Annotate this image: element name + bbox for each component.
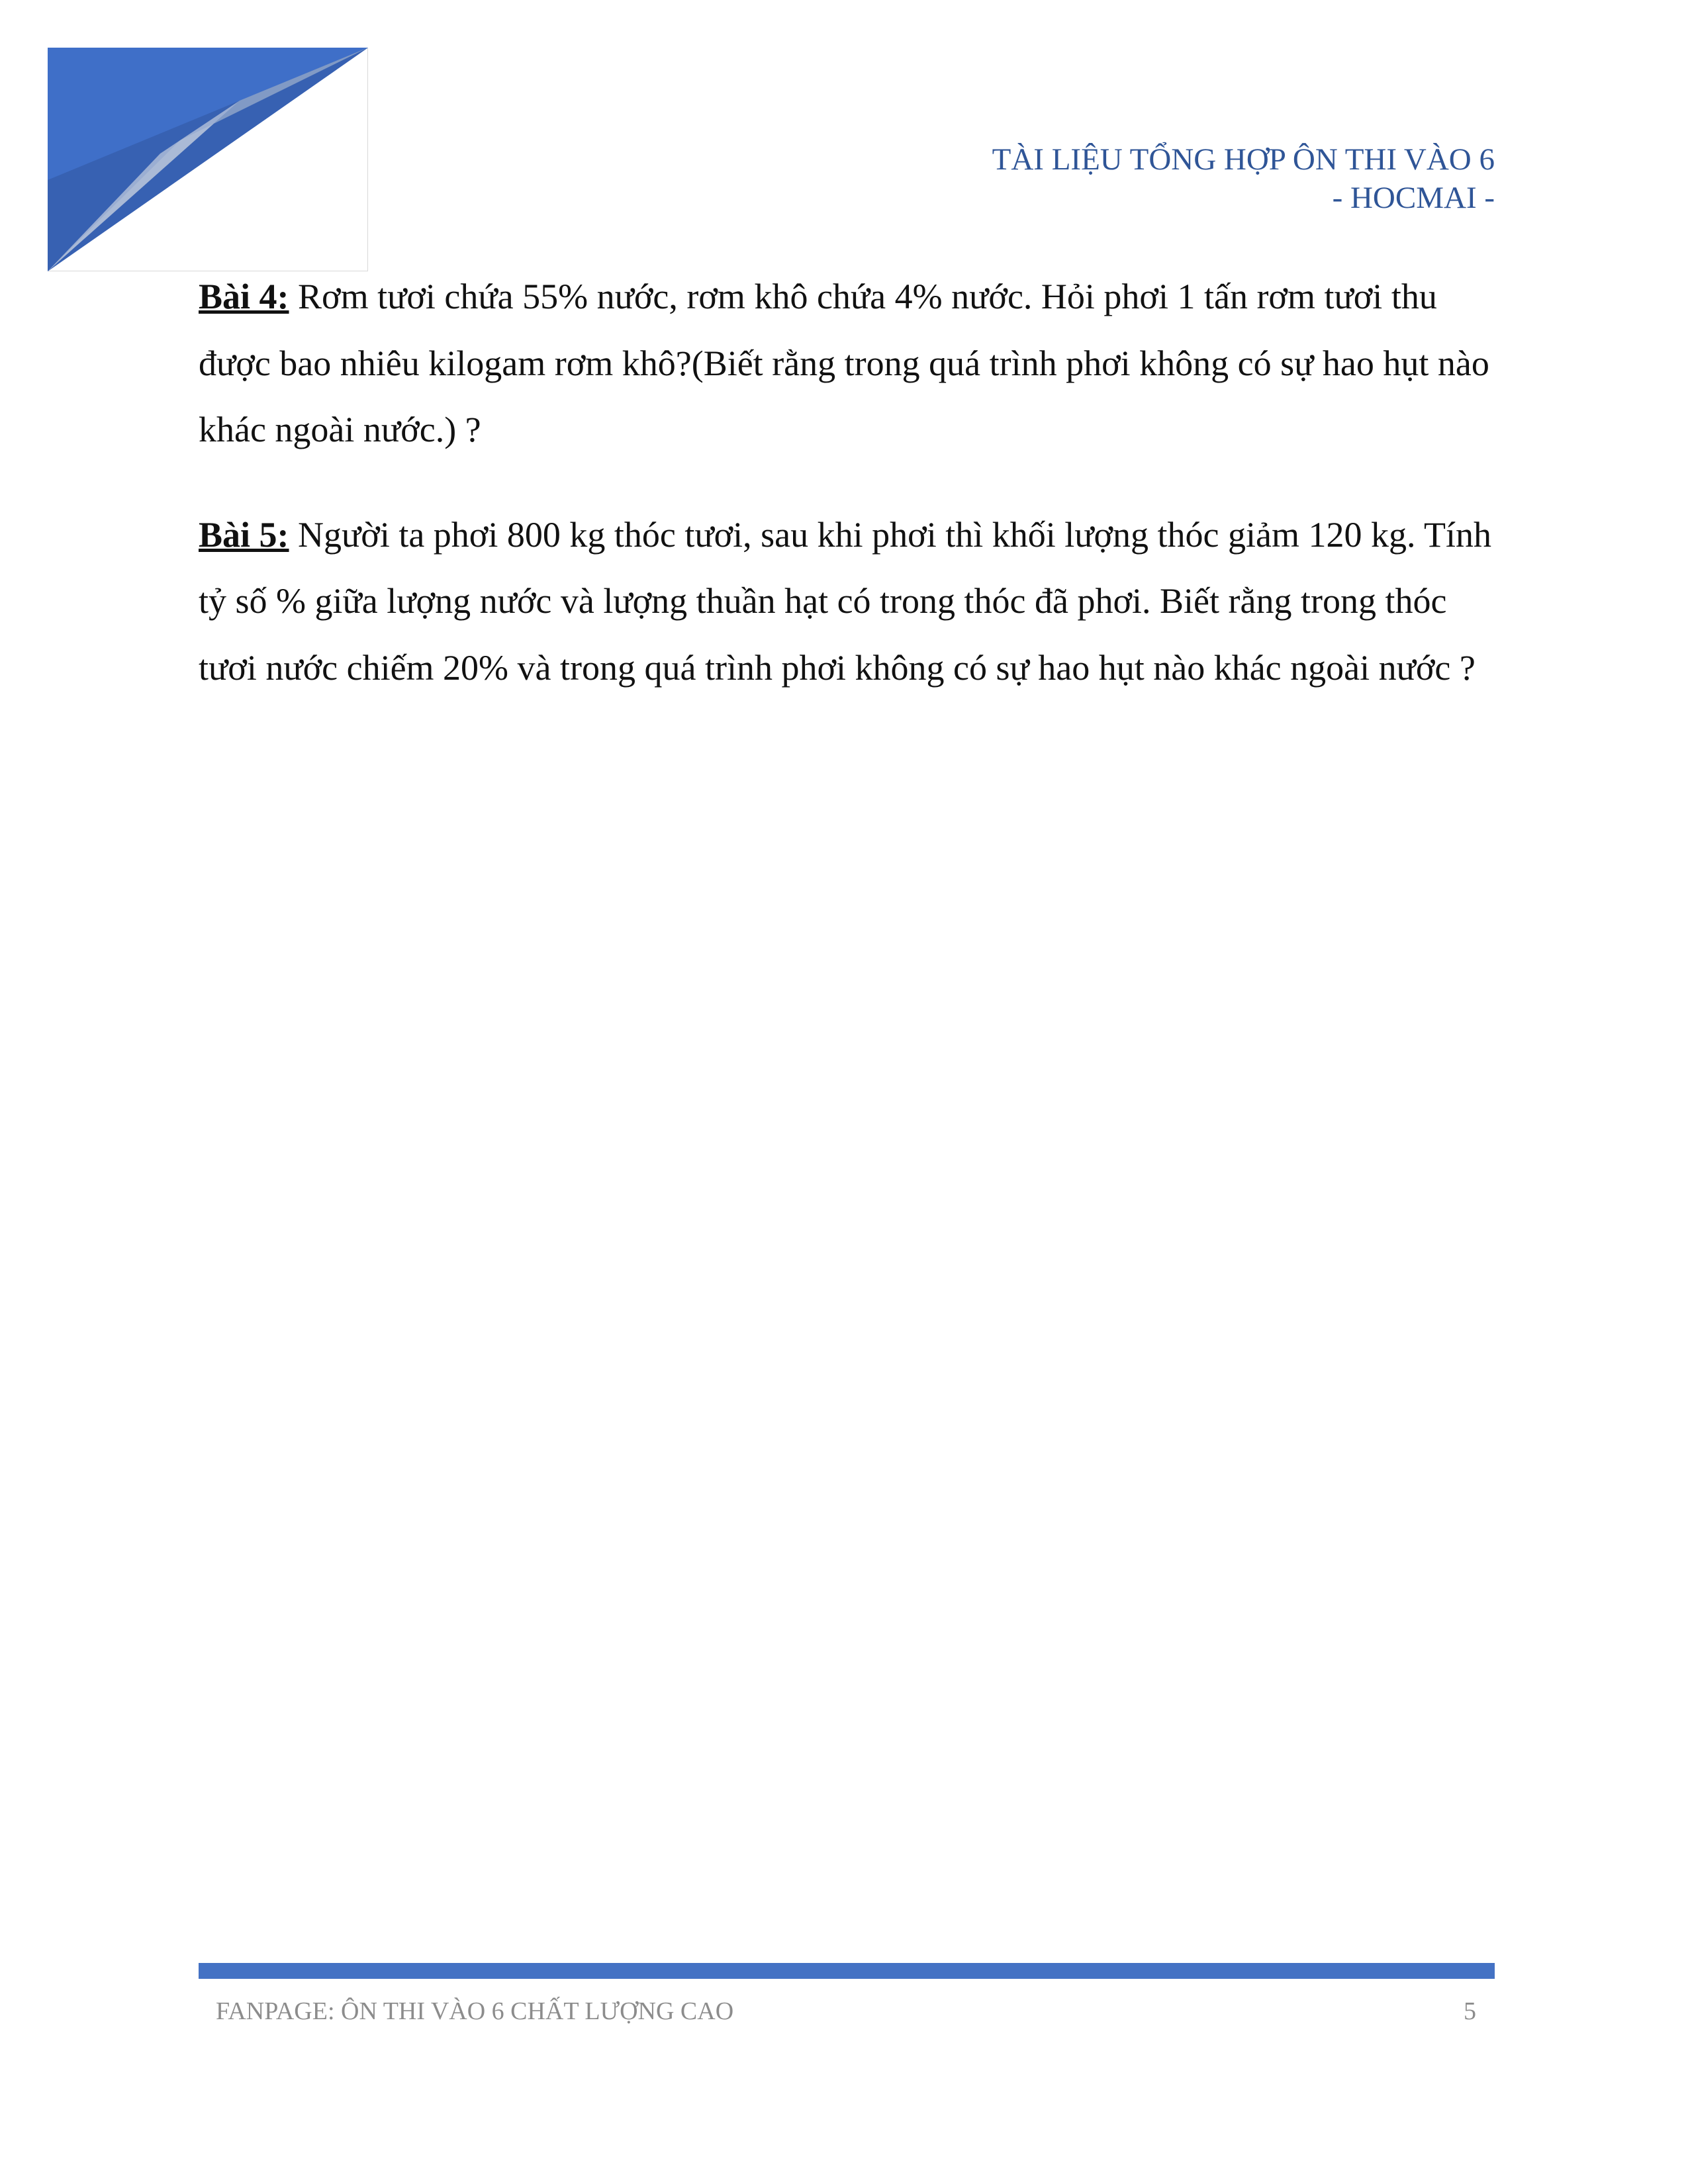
exercise-5-text: Người ta phơi 800 kg thóc tươi, sau khi phơi thì khối lượng thóc giảm 120 kg. Tính tỷ số % giữa lượng nước và lượng thuần hạt có trong thóc đã phơi. Biết rằng trong thóc tươi nước chiếm 20% và trong quá trình phơi không có sự hao hụt nào khác ngoài nước ? bbox=[199, 514, 1492, 688]
footer-fanpage-text: FANPAGE: ÔN THI VÀO 6 CHẤT LƯỢNG CAO bbox=[216, 1997, 734, 2025]
document-header bbox=[992, 140, 1495, 217]
corner-triangle-logo bbox=[48, 48, 368, 271]
header-title: TÀI LIỆU TỔNG HỢP ÔN THI VÀO 6 bbox=[992, 142, 1495, 177]
footer-divider bbox=[199, 1963, 1495, 1979]
exercise-5-label: Bài 5: bbox=[199, 514, 289, 555]
exercise-4-label: Bài 4: bbox=[199, 277, 289, 316]
exercise-4-text: Rơm tươi chứa 55% nước, rơm khô chứa 4% nước. Hỏi phơi 1 tấn rơm tươi thu được bao nhiêu kilogam rơm khô?(Biết rằng trong quá trình phơi không có sự hao hụt nào khác ngoài nước.) ? bbox=[199, 277, 1489, 449]
exercise-5 bbox=[199, 502, 1496, 702]
exercise-4 bbox=[199, 263, 1496, 463]
page-number: 5 bbox=[1464, 1997, 1476, 2025]
header-subtitle: - HOCMAI - bbox=[1332, 181, 1495, 215]
document-content bbox=[199, 263, 1496, 739]
